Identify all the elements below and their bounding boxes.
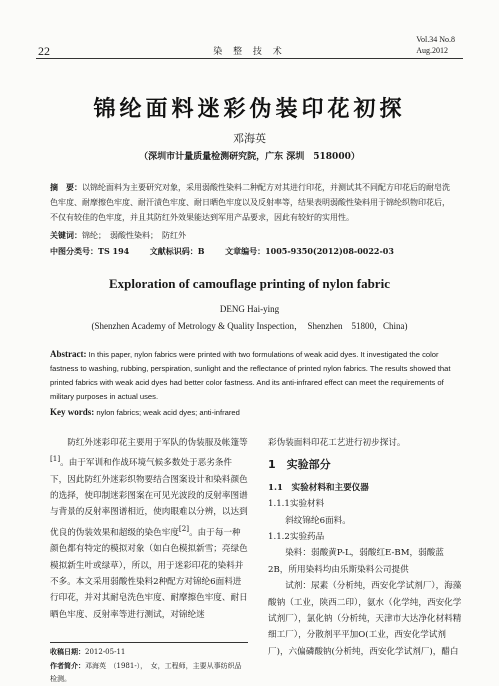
keywords-cn-label: 关键词：	[50, 230, 82, 240]
author-bio: 作者简介：邓海英 （1981-）， 女，工程师，主要从事纺织品检测。	[50, 661, 242, 683]
abstract-cn-text: 以锦纶面料为主要研究对象，采用弱酸性染料二种配方对其进行印花，并测试其不同配方印花后的耐皂洗色牢度、耐摩擦色牢度、耐汗渍色牢度、耐日晒色牢度以及反射率等，结果表明弱酸性染料用于锦纶织物印花后，不仅有较佳的色牢度，并且其防红外效果能达到军用产品要求，因此有较好的实用性。	[50, 183, 450, 222]
intro-paragraph-continued: 彩伪装面料印花工艺进行初步探讨。	[268, 438, 406, 448]
affiliation-cn: （深圳市计量质量检测研究院，广东 深圳 518000）	[139, 152, 360, 162]
affiliation-en: (Shenzhen Academy of Metrology & Quality Inspection， Shenzhen 51800，China)	[91, 321, 408, 331]
subsection-heading-materials: 1.1 实验材料和主要仪器	[268, 482, 369, 493]
citation-2: [2]	[178, 523, 190, 533]
volume-number: Vol.34 No.8	[416, 35, 455, 44]
classification-line	[50, 244, 454, 259]
subsubsection-heading-reagents: 1.1.2实验药品	[268, 532, 325, 543]
material-paragraph: 斜纹锦纶6面料。	[268, 515, 351, 526]
abstract-en-text: In this paper, nylon fabrics were printed with two formulations of weak acid dyes. It investigated the color fastness to washing, rubbing, perspiration, sunlight and the reflectance of printed nylon fabrics. The results showed that printed fabrics with weak acid dyes had better color fastness. And its anti-infrared effect can meet the requirements of military purposes in actual uses.	[50, 350, 451, 401]
received-date: 收稿日期：2012-05-11	[50, 647, 126, 656]
issue-date: Aug.2012	[416, 46, 449, 55]
abstract-en	[50, 347, 454, 404]
subsubsection-heading-materials: 1.1.1实验材料	[268, 499, 325, 510]
keywords-cn-text: 锦纶； 弱酸性染料； 防红外	[82, 231, 186, 240]
keywords-en	[50, 405, 454, 420]
journal-name: 染 整 技 术	[213, 47, 286, 57]
dyes-paragraph: 染料：弱酸黄P-L，弱酸红E-BM，弱酸蓝2B，所用染料均由乐斯染料公司提供	[268, 548, 444, 575]
abstract-cn	[50, 180, 454, 225]
header-rule	[36, 58, 463, 59]
reagents-paragraph: 试剂：尿素（分析纯，西安化学试剂厂），海藻酸钠（工业，陕西二印），氨水（化学纯，西安化学试剂厂），氯化钠（分析纯，天津市大达净化材料精细工厂），分散剂平平加O(工业，西安化学试剂厂)，六偏磷酸钠(分析纯，西安化学试剂厂)，醋白	[268, 581, 462, 657]
article-number: 文章编号：1005-9350(2012)08-0022-03	[225, 246, 394, 256]
keywords-en-label: Key words:	[50, 407, 95, 417]
document-code: 文献标识码：B	[149, 246, 205, 256]
paper-title-en: Exploration of camouflage printing of nylon fabric	[109, 276, 390, 291]
clc-number: 中图分类号：TS 194	[50, 246, 130, 256]
keywords-en-text: nylon fabrics; weak acid dyes; anti-infrared	[94, 408, 240, 417]
footnote	[50, 645, 248, 686]
footnote-rule	[50, 642, 248, 643]
author-en: DENG Hai-ying	[219, 304, 280, 314]
abstract-cn-label: 摘 要：	[50, 182, 82, 192]
section-heading-experiment: 1 实验部分	[268, 458, 331, 472]
intro-paragraph: 防红外迷彩印花主要用于军队的伪装服及帐篷等[1]。由于军训和作战环境气候多数处于恶劣条件下，因此防红外迷彩织物要结合图案设计和染料颜色的选择，使印制迷彩图案在可见光波段的反射率图谱与背景的反射率图谱相近，使肉眼难以分辨，以达到优良的伪装效果和超级的染色牢度[2]。由于每一种颜色都有特定的模拟对象（如白色模拟新雪；亮绿色模拟新生叶或绿草），所以，用于迷彩印花的染料并不多。本文采用弱酸性染料2种配方对锦纶6面料进行印花，并对其耐皂洗色牢度、耐摩擦色牢度、耐日晒色牢度、反射率等进行测试，对锦纶迷	[50, 438, 248, 620]
body-column-left	[50, 435, 248, 623]
author-cn: 邓海英	[233, 132, 266, 145]
page-number: 22	[38, 44, 50, 58]
paper-title-cn: 锦纶面料迷彩伪装印花初探	[93, 97, 406, 122]
keywords-cn	[50, 228, 454, 243]
body-column-right	[268, 435, 464, 660]
volume-info	[416, 34, 455, 56]
citation-1: [1]	[50, 454, 61, 464]
abstract-en-label: Abstract:	[50, 349, 87, 359]
